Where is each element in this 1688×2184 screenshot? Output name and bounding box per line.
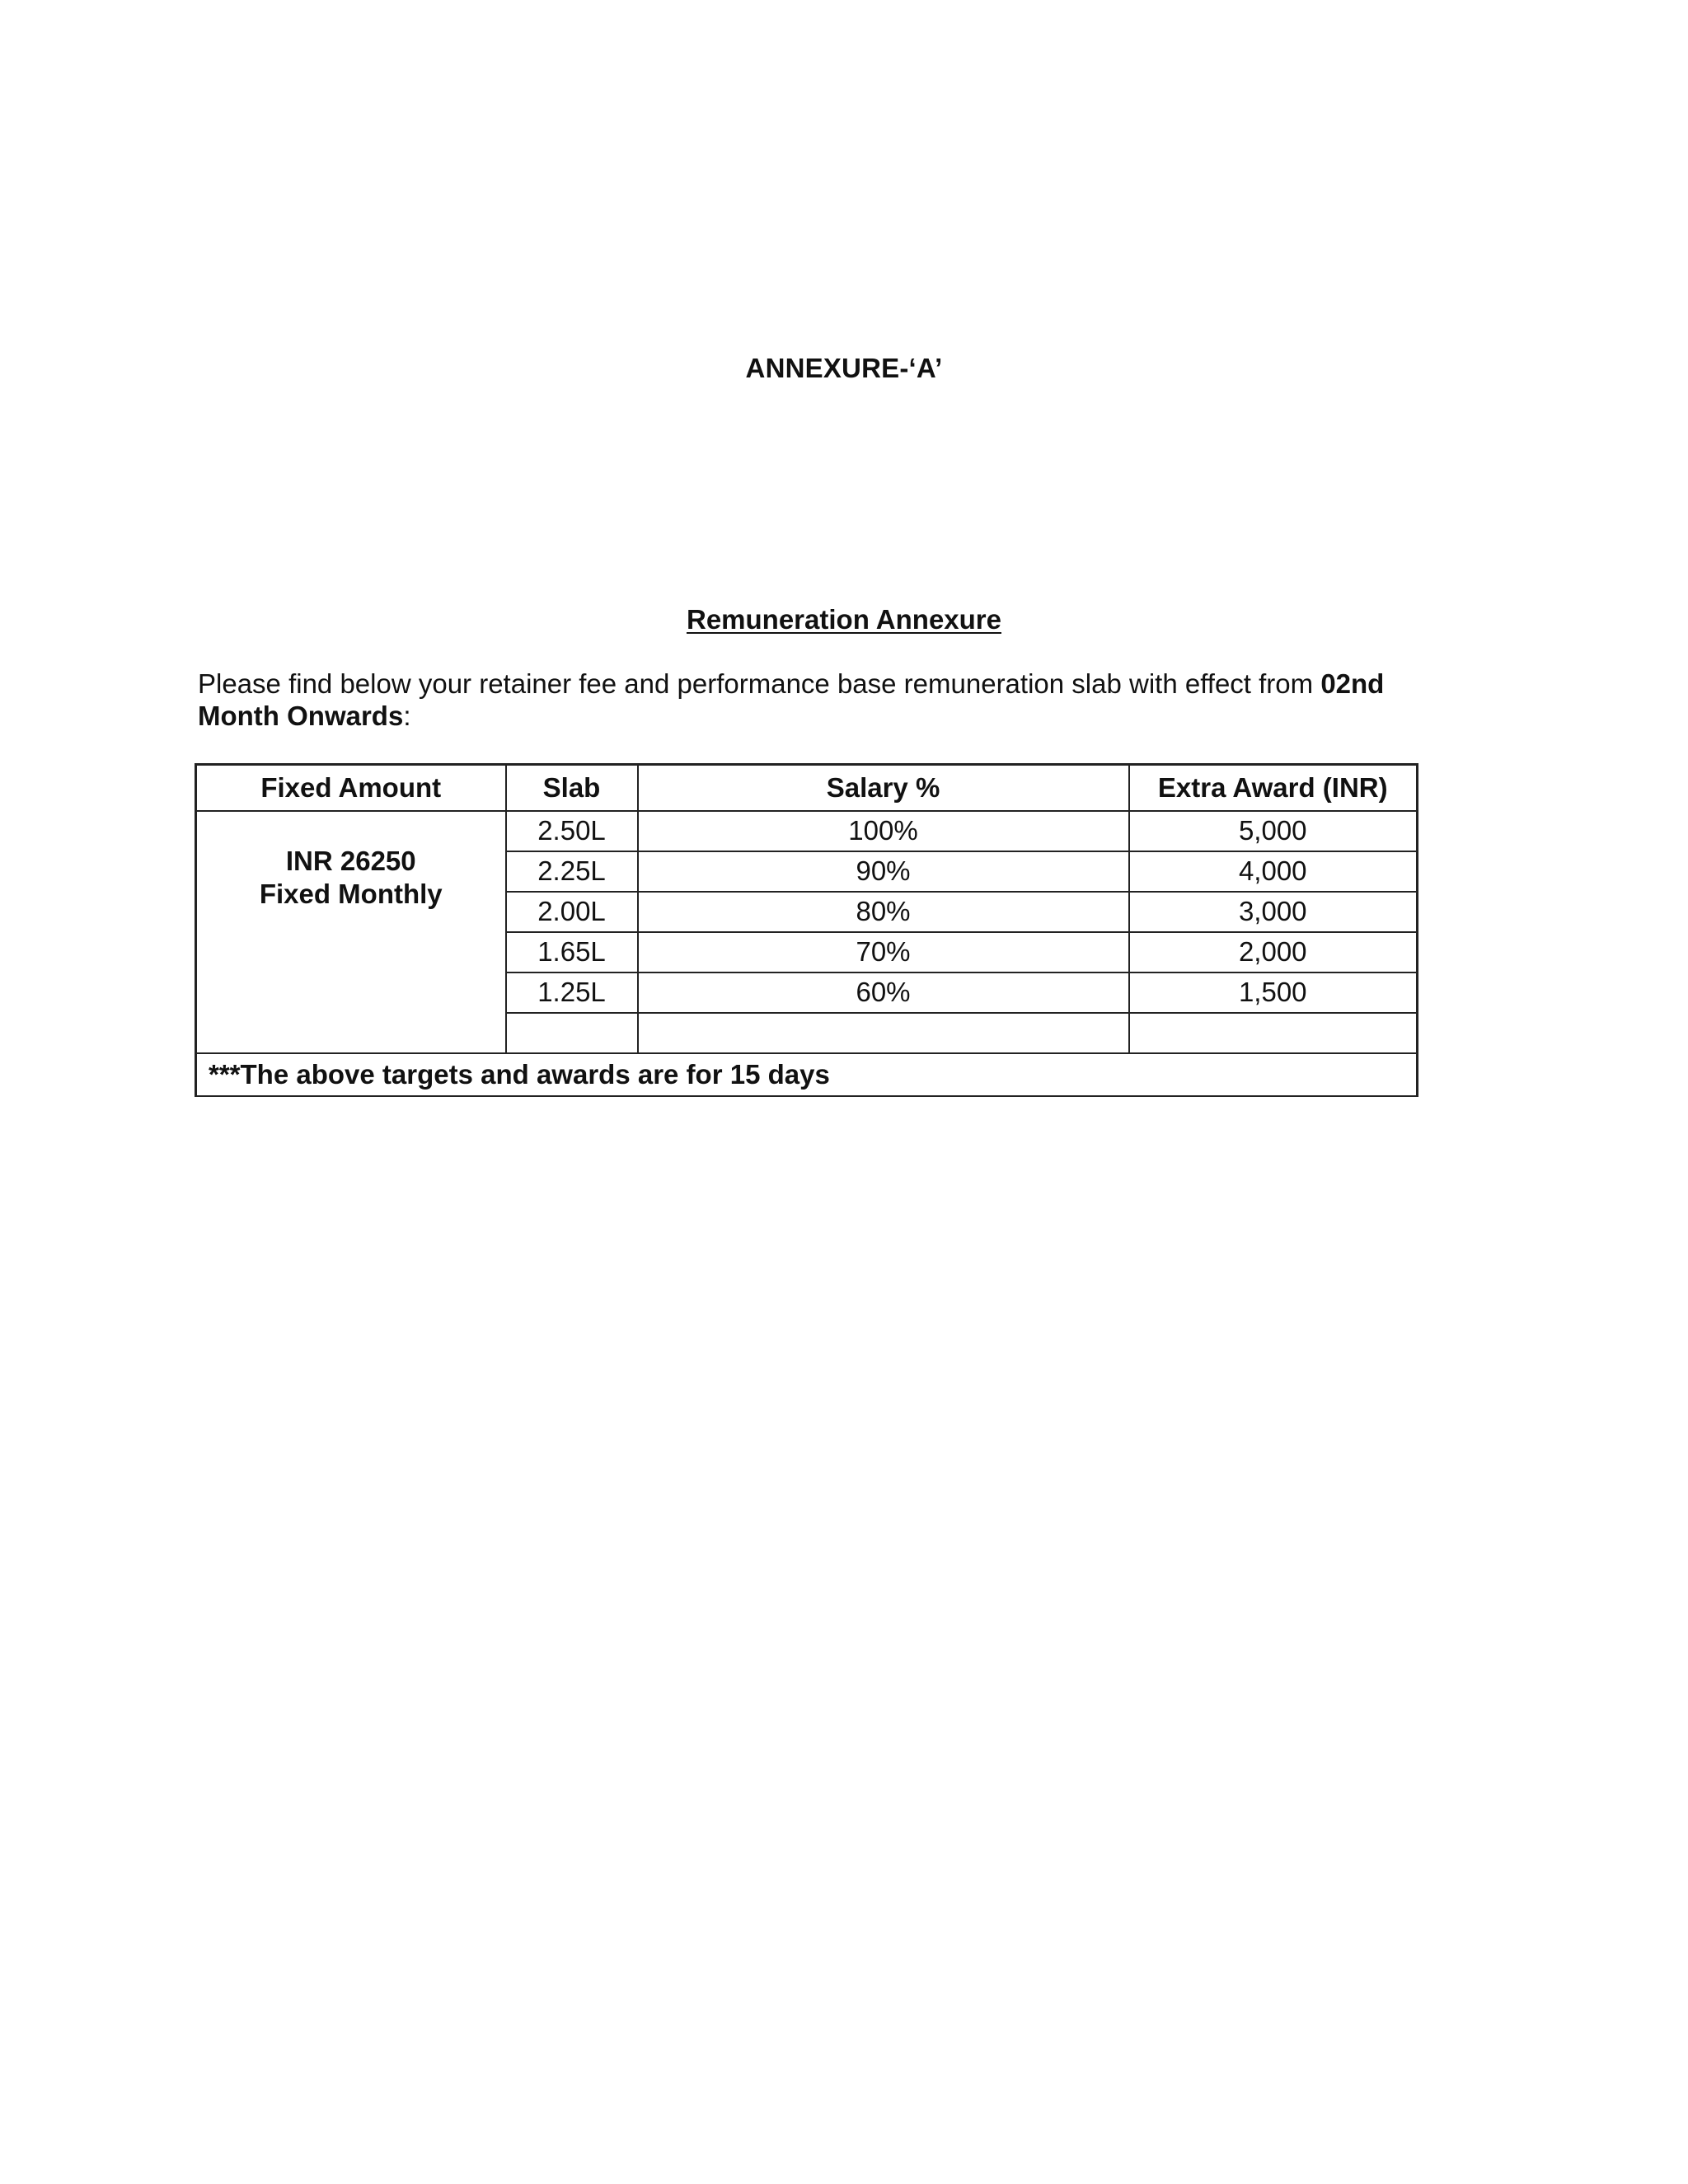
award-cell: 1,500 (1129, 972, 1418, 1013)
salary-cell: 80% (638, 892, 1129, 932)
intro-suffix: : (403, 701, 411, 731)
slab-cell: 1.65L (506, 932, 638, 972)
fixed-amount-value: INR 26250 (285, 845, 416, 876)
award-cell: 5,000 (1129, 811, 1418, 851)
header-extra-award: Extra Award (INR) (1129, 765, 1418, 811)
intro-bold-month: 02nd (1320, 668, 1385, 699)
award-cell: 3,000 (1129, 892, 1418, 932)
salary-cell: 90% (638, 851, 1129, 892)
fixed-amount-frequency: Fixed Monthly (259, 878, 443, 909)
salary-cell (638, 1013, 1129, 1053)
section-title: Remuneration Annexure (686, 604, 1001, 635)
award-cell (1129, 1013, 1418, 1053)
table-row (196, 811, 1418, 851)
award-cell: 4,000 (1129, 851, 1418, 892)
table-header-row (196, 765, 1418, 811)
intro-bold-onwards: Month Onwards (198, 701, 404, 731)
fixed-amount-cell (196, 811, 506, 1053)
slab-cell: 1.25L (506, 972, 638, 1013)
remuneration-table (195, 763, 1418, 1097)
header-fixed-amount: Fixed Amount (196, 765, 506, 811)
annexure-title: ANNEXURE-‘A’ (745, 353, 943, 383)
slab-cell: 2.25L (506, 851, 638, 892)
intro-paragraph (198, 668, 1418, 732)
slab-cell: 2.00L (506, 892, 638, 932)
header-salary-percent: Salary % (638, 765, 1129, 811)
award-cell: 2,000 (1129, 932, 1418, 972)
salary-cell: 70% (638, 932, 1129, 972)
header-slab: Slab (506, 765, 638, 811)
table-note-row (196, 1053, 1418, 1096)
slab-cell: 2.50L (506, 811, 638, 851)
intro-text: Please find below your retainer fee and performance base remuneration slab with effect from (198, 668, 1321, 699)
slab-cell (506, 1013, 638, 1053)
salary-cell: 100% (638, 811, 1129, 851)
table-note: ***The above targets and awards are for 15 days (196, 1053, 1418, 1096)
salary-cell: 60% (638, 972, 1129, 1013)
